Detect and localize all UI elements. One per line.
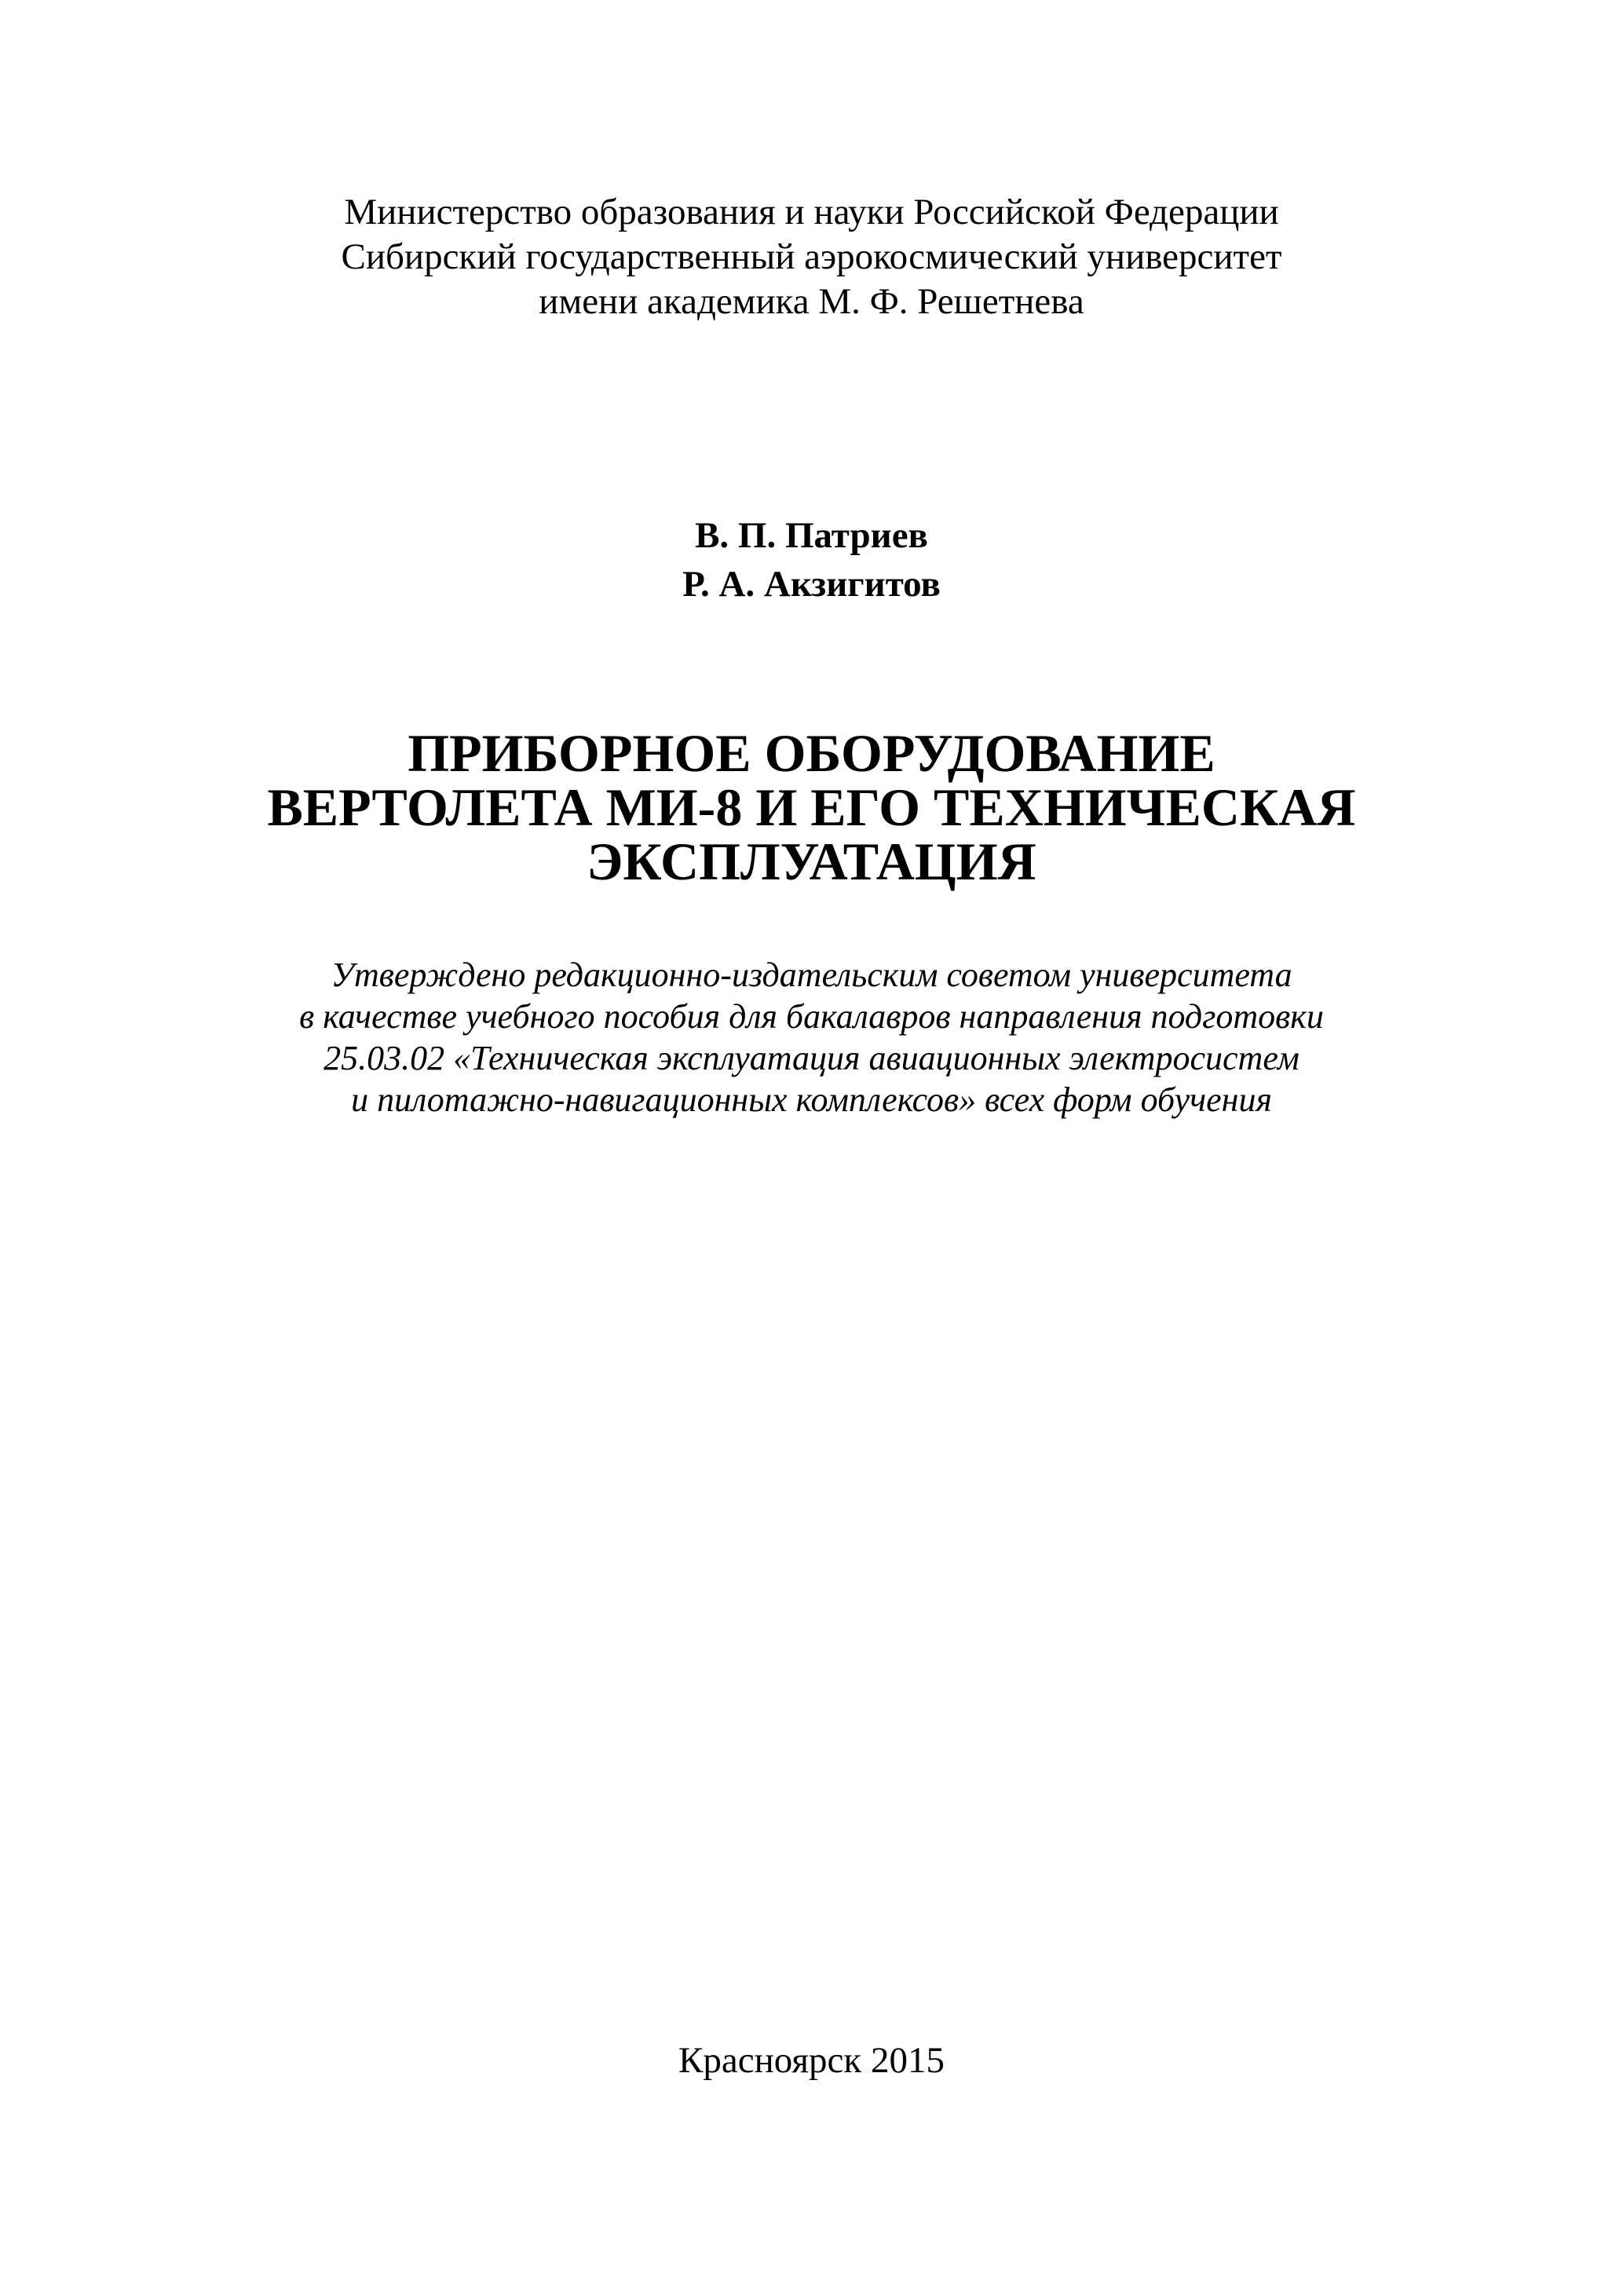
author-name: В. П. Патриев — [695, 515, 928, 556]
approval-line: в качестве учебного пособия для бакалавров направления подготовки — [299, 997, 1324, 1036]
authors-block — [0, 511, 1623, 609]
title-line: ЭКСПЛУАТАЦИЯ — [587, 832, 1036, 891]
title-line: ПРИБОРНОЕ ОБОРУДОВАНИЕ — [408, 723, 1215, 783]
approval-statement — [0, 954, 1623, 1121]
document-title — [0, 723, 1623, 891]
university-name: Сибирский государственный аэрокосмический университет — [341, 236, 1282, 277]
ministry-name: Министерство образования и науки Российской Федерации — [344, 192, 1279, 232]
city-year: Красноярск 2015 — [678, 2040, 945, 2081]
approval-line: 25.03.02 «Техническая эксплуатация авиационных электросистем — [324, 1039, 1299, 1077]
university-named-after: имени академика М. Ф. Решетнева — [539, 281, 1084, 322]
publication-place-year — [0, 2038, 1623, 2083]
institution-header — [0, 190, 1623, 324]
approval-line: и пилотажно-навигационных комплексов» всех форм обучения — [351, 1080, 1272, 1119]
author-name: Р. А. Акзигитов — [682, 564, 941, 605]
approval-line: Утверждено редакционно-издательским советом университета — [331, 956, 1292, 994]
title-line: ВЕРТОЛЕТА МИ-8 И ЕГО ТЕХНИЧЕСКАЯ — [267, 777, 1356, 837]
